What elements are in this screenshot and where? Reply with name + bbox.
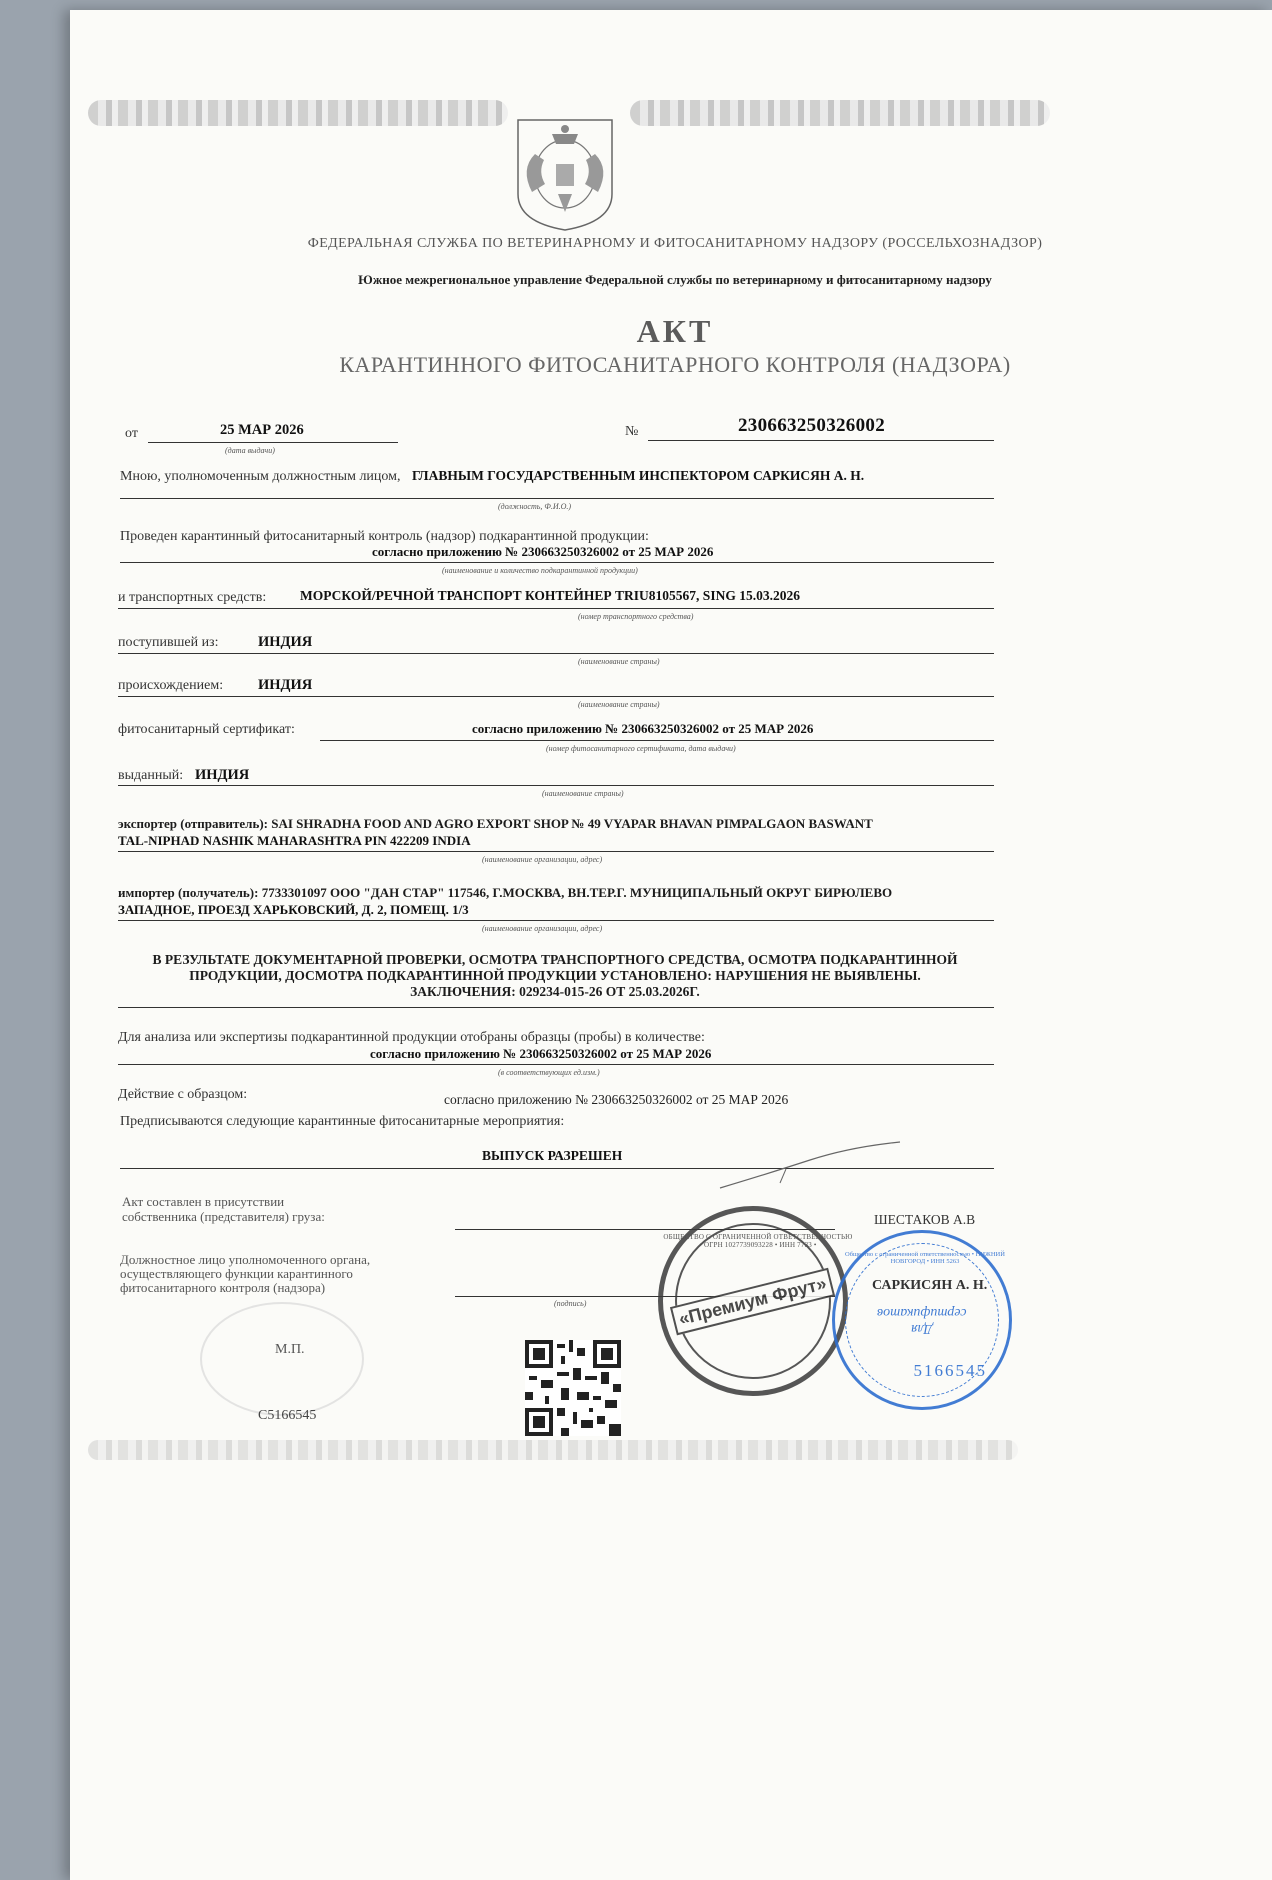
exporter-label: экспортер (отправитель): (118, 816, 268, 831)
result-text (110, 952, 1000, 1000)
importer-line1 (118, 885, 892, 901)
official-label-3: фитосанитарного контроля (надзора) (120, 1280, 326, 1295)
blue-stamp-line2: сертификатов (877, 1305, 967, 1320)
sample-action-label: Действие с образцом: (118, 1087, 248, 1102)
document-page (70, 10, 1272, 1880)
certificate-label: фитосанитарный сертификат: (118, 722, 295, 737)
product-value: согласно приложению № 230663250326002 от 25 МАР 2026 (372, 544, 714, 559)
blue-stamp-number: 5166545 (913, 1361, 987, 1380)
owner-label-1: Акт составлен в присутствии (122, 1194, 285, 1209)
origin-value: ИНДИЯ (258, 677, 313, 693)
result-line3: ЗАКЛЮЧЕНИЯ: 029234-015-26 ОТ 25.03.2026Г. (410, 984, 700, 999)
samples-label: Для анализа или экспертизы подкарантинной продукции отобраны образцы (пробы) в количестве: (118, 1030, 705, 1045)
act-date: 25 МАР 2026 (220, 422, 304, 438)
product-label: Проведен карантинный фитосанитарный контроль (надзор) подкарантинной продукции: (120, 529, 649, 544)
service-name: ФЕДЕРАЛЬНАЯ СЛУЖБА ПО ВЕТЕРИНАРНОМУ И ФИТОСАНИТАРНОМУ НАДЗОРУ (РОССЕЛЬХОЗНАДЗОР) (307, 236, 1043, 251)
arrived-label: поступившей из: (118, 635, 219, 650)
issued-hint: (наименование страны) (542, 789, 624, 798)
exporter-hint: (наименование организации, адрес) (482, 855, 603, 864)
measures-value: ВЫПУСК РАЗРЕШЕН (482, 1148, 623, 1163)
transport-value: МОРСКОЙ/РЕЧНОЙ ТРАНСПОРТ КОНТЕЙНЕР TRIU8105567, SING 15.03.2026 (300, 588, 800, 603)
faded-official-seal (200, 1302, 364, 1416)
samples-hint: (в соответствующих ед.изм.) (498, 1068, 600, 1077)
certificate-hint: (номер фитосанитарного сертификата, дата выдачи) (546, 744, 736, 753)
top-right-ornament (630, 100, 1050, 126)
sample-action-value: согласно приложению № 230663250326002 от 25 МАР 2026 (444, 1092, 789, 1107)
product-hint: (наименование и количество подкарантинной продукции) (442, 566, 638, 575)
blue-certificate-stamp (832, 1230, 1012, 1410)
coat-of-arms-emblem (510, 114, 620, 234)
bottom-ornament (88, 1440, 1018, 1460)
arrived-value: ИНДИЯ (258, 634, 313, 650)
signature-hint: (подпись) (554, 1299, 587, 1308)
owner-label-2: собственника (представителя) груза: (122, 1209, 325, 1224)
issued-value: ИНДИЯ (195, 767, 250, 783)
number-label: № (625, 424, 639, 439)
company-stamp-ring: ОБЩЕСТВО С ОГРАНИЧЕННОЙ ОТВЕТСТВЕННОСТЬЮ • ОГРН 1027739093228 • ИНН 7733 • (663, 1233, 853, 1249)
official-label-1: Должностное лицо уполномоченного органа, (120, 1252, 371, 1267)
samples-value: согласно приложению № 230663250326002 от 25 МАР 2026 (370, 1046, 712, 1061)
document-subtitle: КАРАНТИННОГО ФИТОСАНИТАРНОГО КОНТРОЛЯ (НАДЗОРА) (339, 352, 1011, 377)
importer-hint: (наименование организации, адрес) (482, 924, 603, 933)
inspector-label: Мною, уполномоченным должностным лицом, (120, 469, 401, 484)
issued-label: выданный: (118, 768, 184, 783)
measures-label: Предписываются следующие карантинные фитосанитарные мероприятия: (120, 1114, 565, 1129)
date-hint: (дата выдачи) (225, 446, 275, 455)
inspector-hint: (должность, Ф.И.О.) (498, 502, 572, 511)
exporter-name: SAI SHRADHA FOOD AND AGRO EXPORT SHOP № 49 VYAPAR BHAVAN PIMPALGAON BASWANT (271, 816, 873, 831)
official-name: САРКИСЯН А. Н. (872, 1278, 988, 1293)
origin-hint: (наименование страны) (578, 700, 660, 709)
transport-hint: (номер транспортного средства) (578, 612, 694, 621)
company-stamp-name: «Премиум Фрут» (670, 1267, 836, 1335)
result-line1: В РЕЗУЛЬТАТЕ ДОКУМЕНТАРНОЙ ПРОВЕРКИ, ОСМОТРА ТРАНСПОРТНОГО СРЕДСТВА, ОСМОТРА ПОДКАРАНТИННОЙ (152, 952, 958, 967)
importer-line2: ЗАПАДНОЕ, ПРОЕЗД ХАРЬКОВСКИЙ, Д. 2, ПОМЕЩ. 1/3 (118, 902, 469, 917)
inspector-value: ГЛАВНЫМ ГОСУДАРСТВЕННЫМ ИНСПЕКТОРОМ САРКИСЯН А. Н. (412, 468, 865, 483)
blue-stamp-line1: Для (911, 1321, 933, 1336)
exporter-line2: TAL-NIPHAD NASHIK MAHARASHTRA PIN 422209 INDIA (118, 833, 471, 848)
importer-name: 7733301097 ООО "ДАН СТАР" 117546, Г.МОСКВА, ВН.ТЕР.Г. МУНИЦИПАЛЬНЫЙ ОКРУГ БИРЮЛЕВО (261, 885, 893, 900)
seal-place-label: М.П. (275, 1342, 305, 1357)
top-left-ornament (88, 100, 508, 126)
exporter-line1 (118, 816, 873, 832)
importer-label: импортер (получатель): (118, 885, 259, 900)
qr-code (525, 1340, 621, 1436)
signature-stroke (710, 1138, 910, 1198)
arrived-hint: (наименование страны) (578, 657, 660, 666)
from-label: от (125, 426, 138, 441)
form-number: С5166545 (258, 1408, 317, 1423)
owner-name: ШЕСТАКОВ А.В (874, 1212, 976, 1227)
company-stamp (658, 1206, 853, 1396)
official-label-2: осуществляющего функции карантинного (120, 1266, 353, 1281)
document-title: АКТ (636, 313, 714, 349)
blue-stamp-ring: Общество с ограниченной ответственностью • НИЖНИЙ НОВГОРОД • ИНН 5263 (845, 1251, 1005, 1265)
department-name: Южное межрегиональное управление Федеральной службы по ветеринарному и фитосанитарному надзору (358, 272, 992, 287)
origin-label: происхождением: (118, 678, 224, 693)
act-number: 230663250326002 (738, 415, 885, 436)
result-line2: ПРОДУКЦИИ, ДОСМОТРА ПОДКАРАНТИННОЙ ПРОДУКЦИИ УСТАНОВЛЕНО: НАРУШЕНИЯ НЕ ВЫЯВЛЕНЫ. (189, 968, 921, 983)
transport-label: и транспортных средств: (118, 590, 267, 605)
certificate-value: согласно приложению № 230663250326002 от 25 МАР 2026 (472, 721, 814, 736)
